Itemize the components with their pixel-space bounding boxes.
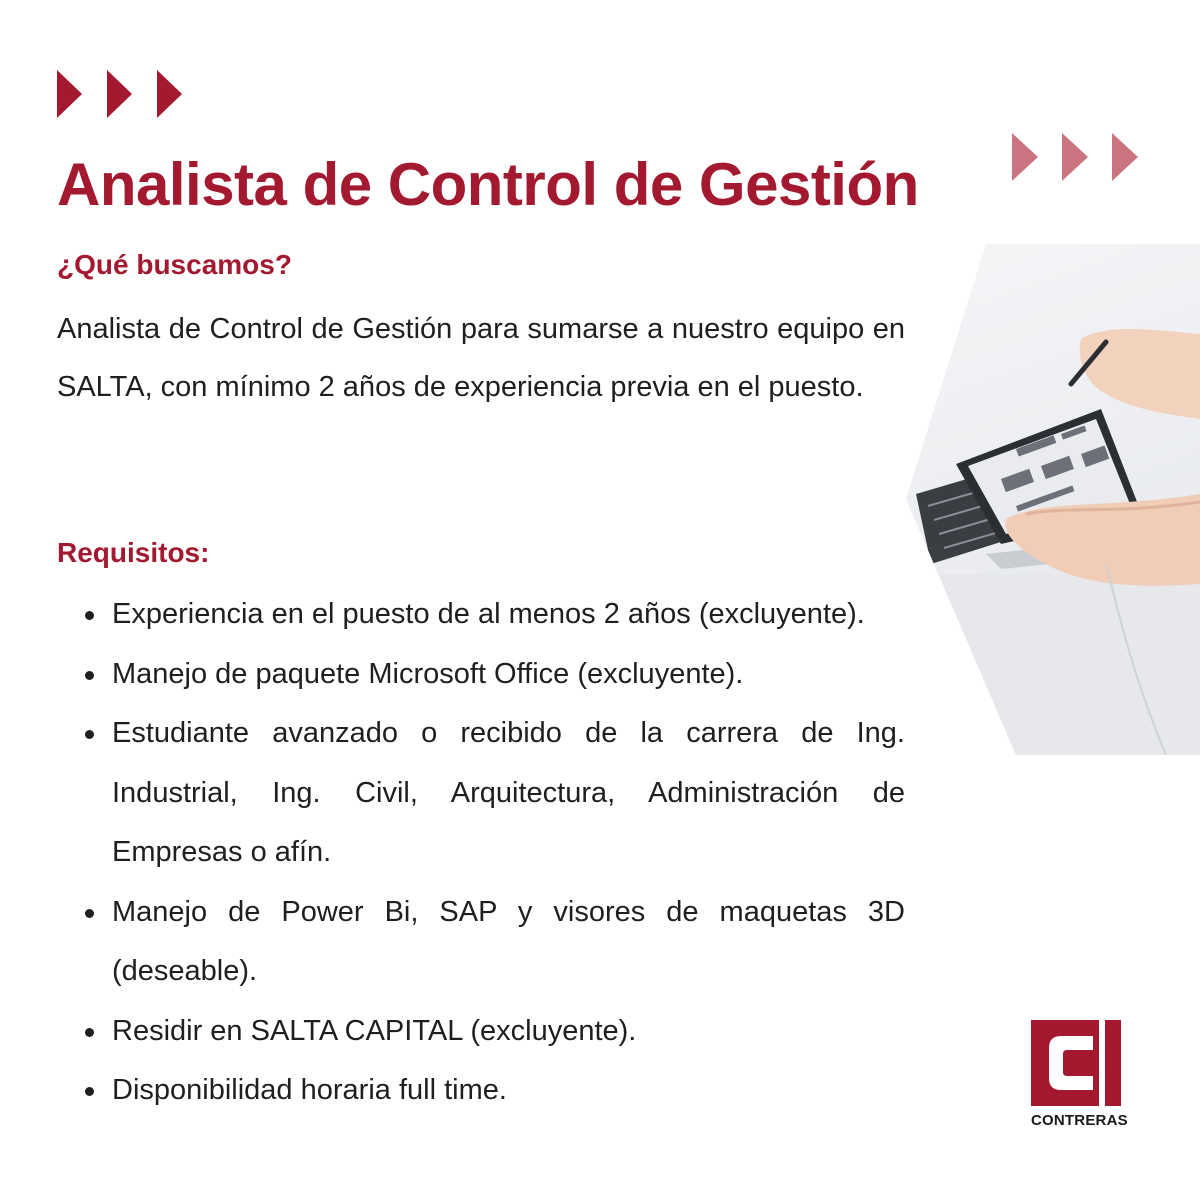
bullet-icon (85, 909, 94, 918)
contreras-logo-icon (1031, 1020, 1121, 1106)
requirements-list (57, 585, 905, 1121)
requirement-text: Manejo de Power Bi, SAP y visores de maquetas 3D (deseable). (112, 895, 905, 987)
section-heading-que-buscamos: ¿Qué buscamos? (57, 249, 292, 280)
page-title: Analista de Control de Gestión (57, 151, 919, 218)
arrow-shape (1062, 133, 1088, 181)
hand-shape (1080, 329, 1200, 419)
bullet-icon (85, 730, 94, 739)
arrow-shape (107, 70, 132, 118)
bullet-icon (85, 1028, 94, 1037)
contreras-logo (1031, 1020, 1128, 1129)
requirement-text: Experiencia en el puesto de al menos 2 años (excluyente). (112, 598, 865, 630)
list-item (57, 883, 905, 1002)
requirement-text: Estudiante avanzado o recibido de la carrera de Ing. Industrial, Ing. Civil, Arquitectura, Administración de Empresas o afín. (112, 717, 905, 868)
list-item (57, 1061, 905, 1121)
triple-arrow-icon (57, 70, 182, 118)
list-item (57, 704, 905, 883)
arrow-shape (57, 70, 82, 118)
list-item (57, 645, 905, 705)
list-item (57, 585, 905, 645)
office-tablet-illustration (906, 244, 1200, 755)
arrow-shape (1112, 133, 1138, 181)
bullet-icon (85, 1087, 94, 1096)
bullet-icon (85, 671, 94, 680)
triple-arrow-icon (1012, 133, 1138, 181)
hexagon-photo (906, 244, 1200, 755)
arrow-shape (157, 70, 182, 118)
list-item (57, 1002, 905, 1062)
section-heading-requisitos: Requisitos: (57, 537, 210, 568)
requirement-text: Disponibilidad horaria full time. (112, 1074, 507, 1106)
job-description: Analista de Control de Gestión para sumarse a nuestro equipo en SALTA, con mínimo 2 años de experiencia previa en el puesto. (57, 313, 905, 403)
logo-text: CONTRERAS (1031, 1112, 1128, 1129)
arrow-shape (1012, 133, 1038, 181)
requirement-text: Residir en SALTA CAPITAL (excluyente). (112, 1014, 637, 1047)
requirement-text: Manejo de paquete Microsoft Office (excluyente). (112, 657, 744, 690)
bullet-icon (85, 611, 94, 620)
